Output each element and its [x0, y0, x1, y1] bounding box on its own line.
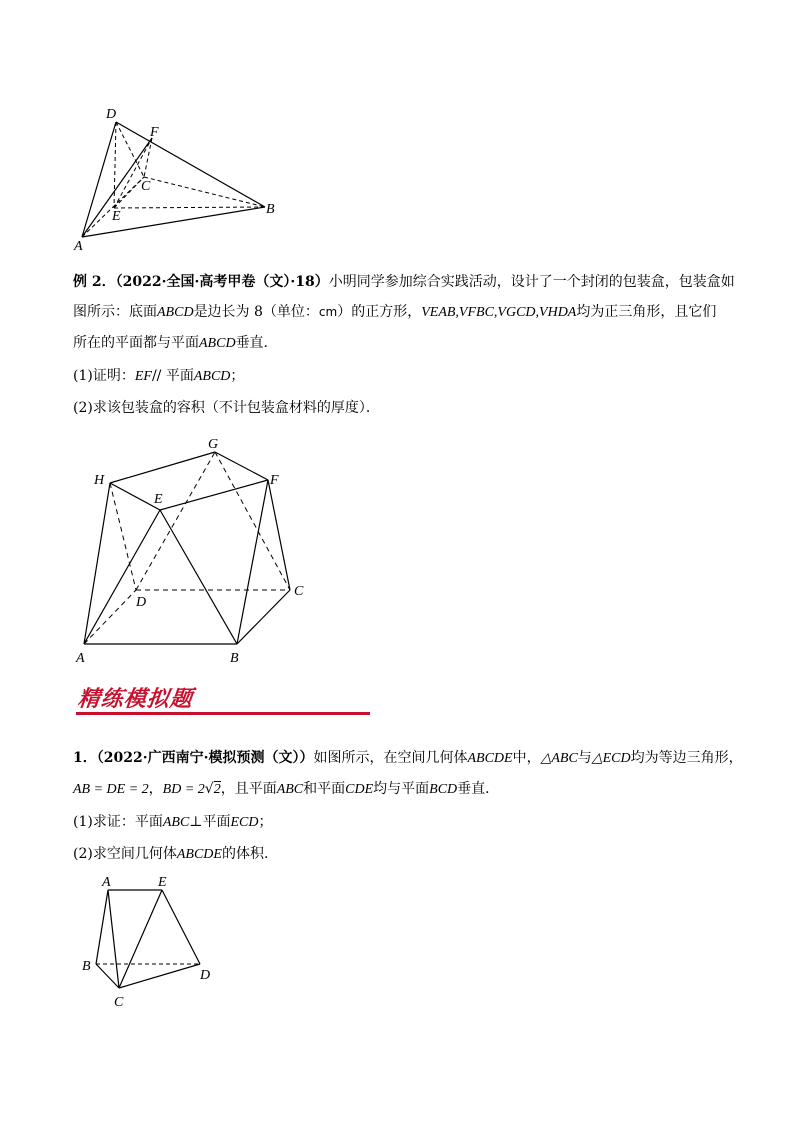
problem-number: 1． — [73, 750, 97, 766]
label-D: D — [200, 968, 211, 983]
label-G: G — [208, 437, 219, 452]
text: 的体积. — [221, 846, 269, 862]
math: △ECD — [591, 751, 631, 766]
label-C: C — [114, 995, 124, 1010]
figure-3-solid-abcde — [78, 872, 228, 1017]
label-E: E — [154, 492, 163, 507]
math: VEAB,VFBC,VGCD,VHDA — [421, 305, 577, 320]
label-E: E — [112, 209, 121, 224]
math: ABCD — [193, 369, 231, 384]
text: ）的正方形， — [337, 304, 422, 320]
text: 均为正三角形，且它们 — [576, 304, 717, 320]
label-A: A — [74, 239, 83, 254]
label-A: A — [76, 651, 85, 666]
math: AB = DE = 2 — [73, 782, 149, 797]
figure-2-package-box — [70, 430, 330, 670]
text: 和平面 — [303, 781, 346, 797]
example-2-question-1 — [73, 366, 244, 387]
label-B: B — [230, 651, 239, 666]
example-2-line-1 — [73, 272, 735, 292]
section-banner-underline — [76, 712, 370, 715]
problem-source: （2022·广西南宁·模拟预测（文）） — [96, 750, 314, 766]
label-F: F — [270, 473, 279, 488]
math: ABCD — [199, 336, 236, 351]
text: (1)求证：平面 — [73, 814, 163, 830]
example-2-question-2 — [73, 398, 380, 418]
math: EF — [134, 369, 152, 384]
text: 小明同学参加综合实践活动，设计了一个封闭的包装盒，包装盒如 — [328, 274, 735, 290]
label-B: B — [82, 959, 91, 974]
label-E: E — [158, 875, 167, 890]
math: BCD — [429, 782, 458, 797]
figure-1-tetrahedron — [70, 100, 290, 260]
text: 如图所示，在空间几何体 — [313, 750, 468, 766]
text: 垂直． — [235, 335, 278, 351]
text: ； — [230, 368, 245, 384]
label-F: F — [150, 125, 159, 140]
text: 是边长为 8（单位： — [193, 304, 319, 320]
text: ，且平面 — [220, 781, 277, 797]
text: 垂直． — [457, 781, 500, 797]
text: ⊥平面 — [189, 814, 231, 830]
text: 所在的平面都与平面 — [73, 335, 199, 351]
problem-1-line-1 — [73, 748, 743, 769]
label-A: A — [102, 875, 111, 890]
text: 与 — [577, 750, 592, 766]
math: 2 — [213, 782, 221, 797]
text: ， — [148, 781, 163, 797]
label-D: D — [106, 107, 117, 122]
label-B: B — [266, 202, 275, 217]
sqrt-symbol: √ — [204, 781, 214, 797]
math: ABC — [162, 815, 190, 830]
example-2-line-2 — [73, 302, 716, 323]
problem-1-line-2 — [73, 779, 499, 800]
math: ABCDE — [176, 847, 222, 862]
text: 图所示：底面 — [73, 304, 157, 320]
math: CDE — [345, 782, 374, 797]
label-H: H — [94, 473, 105, 488]
text: (1)证明： — [73, 368, 135, 384]
label-D: D — [136, 595, 147, 610]
section-banner — [76, 678, 370, 718]
math: ABCDE — [467, 751, 513, 766]
text: 中， — [512, 750, 541, 766]
label-C: C — [294, 584, 304, 599]
text: // 平面 — [151, 368, 194, 384]
problem-1-question-2 — [73, 844, 268, 865]
problem-1-question-1 — [73, 812, 272, 833]
math: ABC — [276, 782, 304, 797]
text: (2)求空间几何体 — [73, 846, 177, 862]
example-2-line-3 — [73, 333, 278, 354]
math: △ABC — [540, 751, 578, 766]
text: 均与平面 — [373, 781, 430, 797]
example-source: （2022·全国·高考甲卷（文）·18） — [115, 274, 329, 290]
unit: cm — [318, 305, 338, 319]
section-banner-title: 精练模拟题 — [76, 687, 195, 712]
math: BD = 2 — [162, 782, 205, 797]
text: 均为等边三角形， — [630, 750, 743, 766]
example-number: 例 2． — [73, 274, 116, 290]
text: (2)求该包装盒的容积（不计包装盒材料的厚度）． — [73, 400, 380, 416]
text: ； — [258, 814, 273, 830]
label-C: C — [141, 179, 151, 194]
math: ECD — [230, 815, 259, 830]
math: ABCD — [157, 305, 194, 320]
